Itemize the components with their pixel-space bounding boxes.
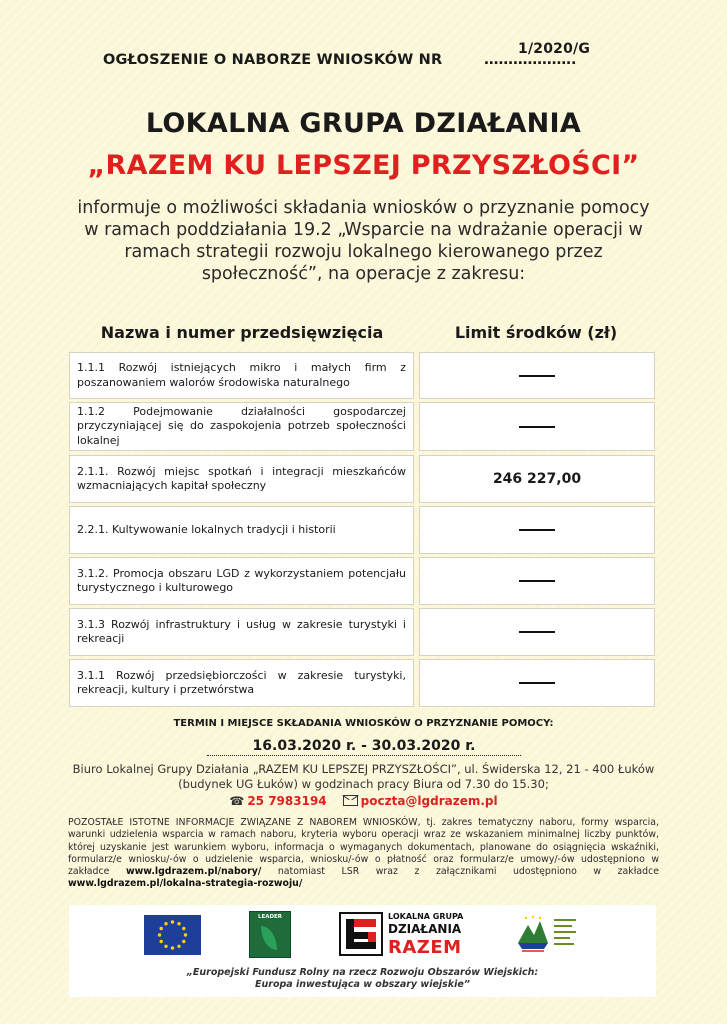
table-row-name [69,352,414,399]
table-row-limit [419,659,655,707]
lgd-razem-logo [339,909,479,961]
leader-text: LEADER [257,914,283,920]
contact-line [0,794,727,808]
table-row-limit [419,352,655,399]
row-name-text: 1.1.2 Podejmowanie działalności gospodarczej przyczyniającej się do zaspokojenia potrzeb społeczności lokalnej [77,404,406,447]
info-text-2: natomiast LSR wraz z załącznikami udostępniono w zakładce [261,866,659,878]
lgd-text-line3: RAZEM [388,937,462,958]
strategy-link[interactable]: www.lgdrazem.pl/lokalna-strategia-rozwoju/ [68,878,303,890]
empty-limit-dash [519,631,555,633]
table-row-name [69,455,414,503]
nabory-link[interactable]: www.lgdrazem.pl/nabory/ [125,866,262,878]
prow-logo-icon [514,913,584,957]
notice-label: OGŁOSZENIE O NABORZE WNIOSKÓW NR [103,52,443,68]
office-address: Biuro Lokalnej Grupy Działania „RAZEM KU LEPSZEJ PRZYSZŁOŚCI”, ul. Świderska 12, 21 - 400 Łuków (budynek UG Łuków) w godzinach pracy Biura od 7.30 do 15.30; [72,762,655,791]
notice-header [103,41,643,74]
table-row-limit [419,557,655,605]
deadline-dates: 16.03.2020 r. - 30.03.2020 r. [207,738,521,756]
table-header-name: Nazwa i numer przedsięwzięcia [100,323,384,342]
leader-logo [249,911,291,958]
info-text-1: POZOSTAŁE ISTOTNE INFORMACJE ZWIĄZANE Z NABOREM WNIOSKÓW, tj. zakres tematyczny naboru, formy wsparcia, warunki udzielenia wsparcia w ramach naboru, kryteria wyboru operacji wraz ze wskazaniem minimalnej liczby punktów, której uzyskanie jest warunkiem wyboru, informacja o wymaganych dokumentach, planowane do osiągnięcia wskaźniki, formularz/e wniosku/-ów o udzielenie wsparcia, wniosku/-ów o płatność oraz formularz/e umowy/-ów udostępniono w zakładce [68,817,659,878]
mail-icon [343,795,358,806]
table-row-limit [419,506,655,554]
phone-number[interactable]: 25 7983194 [247,794,327,808]
row-name-text: 1.1.1 Rozwój istniejących mikro i małych firm z poszanowaniem walorów środowiska naturalnego [77,361,406,389]
lgd-text-line2: DZIAŁANIA [388,922,462,936]
logo-strip [69,905,656,997]
row-name-text: 3.1.3 Rozwój infrastruktury i usług w zakresie turystyki i rekreacji [77,617,406,645]
row-name-text: 2.1.1. Rozwój miejsc spotkań i integracji mieszkańców wzmacniających kapitał społeczny [77,464,406,492]
additional-info [68,817,659,891]
table-row-name [69,557,414,605]
row-name-text: 2.2.1. Kultywowanie lokalnych tradycji i historii [77,522,336,536]
row-name-text: 3.1.2. Promocja obszaru LGD z wykorzystaniem potencjału turystycznego i kulturowego [77,566,406,594]
deadline-heading: TERMIN I MIEJSCE SKŁADANIA WNIOSKÓW O PRZYZNANIE POMOCY: [173,718,554,729]
table-row-name [69,402,414,451]
table-header-limit: Limit środków (zł) [454,323,618,342]
empty-limit-dash [519,682,555,684]
eu-flag-icon [144,915,201,955]
row-name-text: 3.1.1 Rozwój przedsiębiorczości w zakresie turystyki, rekreacji, kultury i przetwórstwa [77,668,406,696]
lgd-mark-icon [339,912,383,956]
empty-limit-dash [519,529,555,531]
intro-text: informuje o możliwości składania wniosków o przyznanie pomocy w ramach poddziałania 19.2 „Wsparcie na wdrażanie operacji w ramach strategii rozwoju lokalnego kierowanego przez społeczność”, na operacje z zakresu: [77,198,650,284]
notice-number: 1/2020/G [518,41,591,57]
notice-dots: ………………. [484,52,577,68]
empty-limit-dash [519,426,555,428]
table-row-name [69,659,414,707]
table-row-name [69,608,414,656]
table-row-limit [419,608,655,656]
email-link[interactable]: poczta@lgdrazem.pl [360,794,498,808]
empty-limit-dash [519,580,555,582]
caption-line-2: Europa inwestująca w obszary wiejskie” [255,979,470,990]
lgd-text-line1: LOKALNA GRUPA [388,912,464,921]
org-title: LOKALNA GRUPA DZIAŁANIA [145,108,582,139]
leaf-icon [261,926,277,950]
caption-line-1: „Europejski Fundusz Rolny na rzecz Rozwoju Obszarów Wiejskich: [186,967,539,978]
phone-icon: ☎ [229,794,245,808]
table-row-name [69,506,414,554]
table-row-limit [419,455,655,503]
efrrow-caption [69,967,656,991]
org-name: „RAZEM KU LEPSZEJ PRZYSZŁOŚCI” [87,150,640,181]
limit-value: 246 227,00 [492,471,582,487]
empty-limit-dash [519,375,555,377]
table-row-limit [419,402,655,451]
